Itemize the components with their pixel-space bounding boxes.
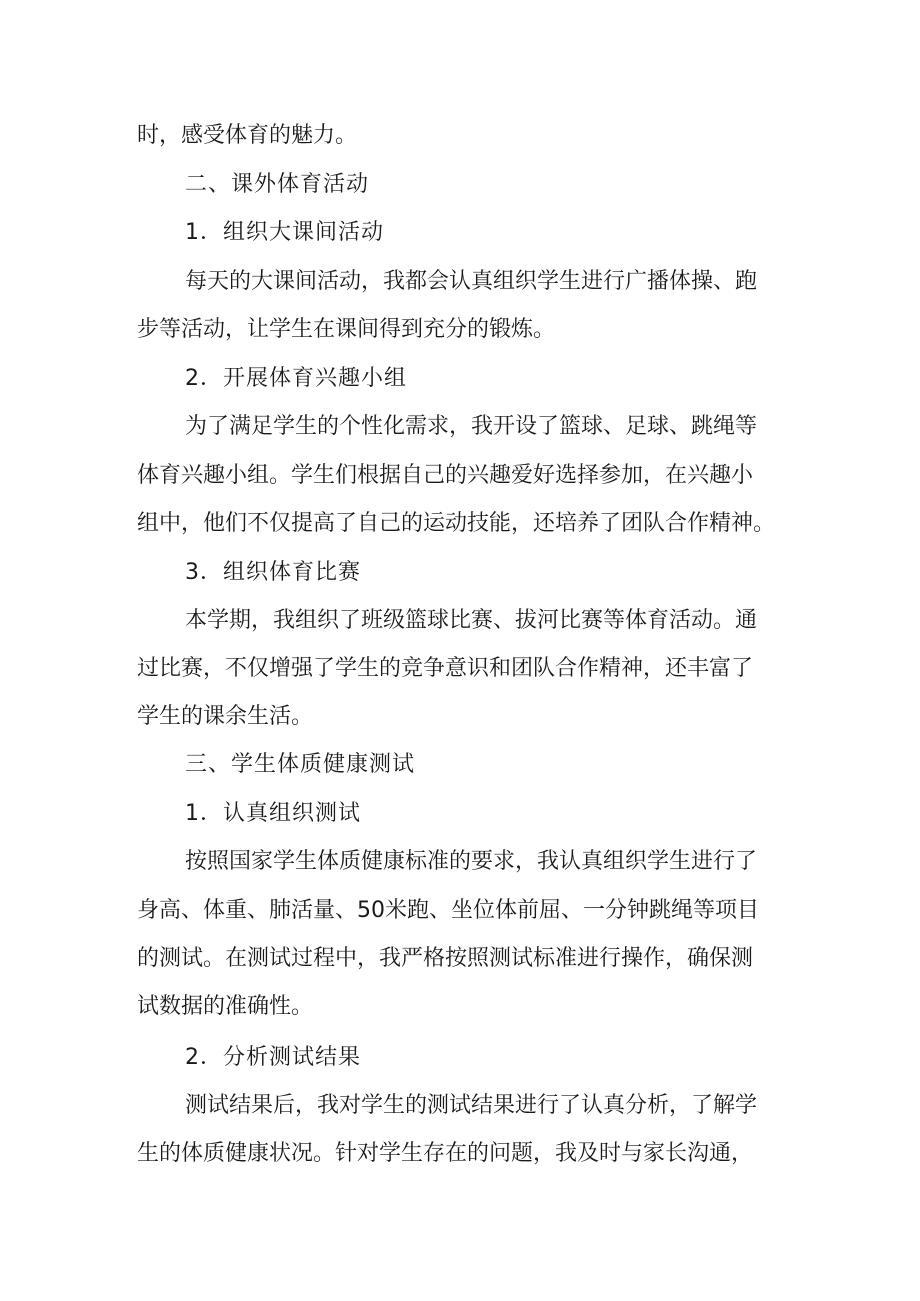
text-line: 按照国家学生体质健康标准的要求，我认真组织学生进行了	[185, 849, 758, 874]
text-line: 时，感受体育的魅力。	[137, 123, 358, 148]
subsection-heading: 1．组织大课间活动	[185, 220, 384, 245]
text-line: 过比赛，不仅增强了学生的竞争意识和团队合作精神，还丰富了	[137, 656, 754, 681]
subsection-heading: 2．开展体育兴趣小组	[185, 366, 407, 391]
text-line: 本学期，我组织了班级篮球比赛、拔河比赛等体育活动。通	[185, 608, 758, 633]
text-line: 身高、体重、肺活量、50米跑、坐位体前屈、一分钟跳绳等项目	[137, 898, 759, 923]
text-line: 为了满足学生的个性化需求，我开设了篮球、足球、跳绳等	[185, 414, 758, 439]
text-line: 测试结果后，我对学生的测试结果进行了认真分析，了解学	[185, 1093, 758, 1118]
text-line: 步等活动，让学生在课间得到充分的锻炼。	[137, 317, 556, 342]
subsection-heading: 1．认真组织测试	[185, 801, 361, 826]
text-line: 体育兴趣小组。学生们根据自己的兴趣爱好选择参加，在兴趣小	[137, 463, 754, 488]
subsection-heading: 2．分析测试结果	[185, 1045, 361, 1070]
text-line: 生的体质健康状况。针对学生存在的问题，我及时与家长沟通，	[137, 1141, 754, 1166]
text-line: 每天的大课间活动，我都会认真组织学生进行广播体操、跑	[185, 269, 758, 294]
text-line: 组中，他们不仅提高了自己的运动技能，还培养了团队合作精神。	[137, 511, 776, 536]
text-line: 的测试。在测试过程中，我严格按照测试标准进行操作，确保测	[137, 946, 754, 971]
text-line: 试数据的准确性。	[137, 994, 314, 1019]
section-heading: 三、学生体质健康测试	[185, 752, 416, 777]
text-line: 学生的课余生活。	[137, 704, 314, 729]
section-heading: 二、课外体育活动	[185, 172, 370, 197]
subsection-heading: 3．组织体育比赛	[185, 560, 361, 585]
